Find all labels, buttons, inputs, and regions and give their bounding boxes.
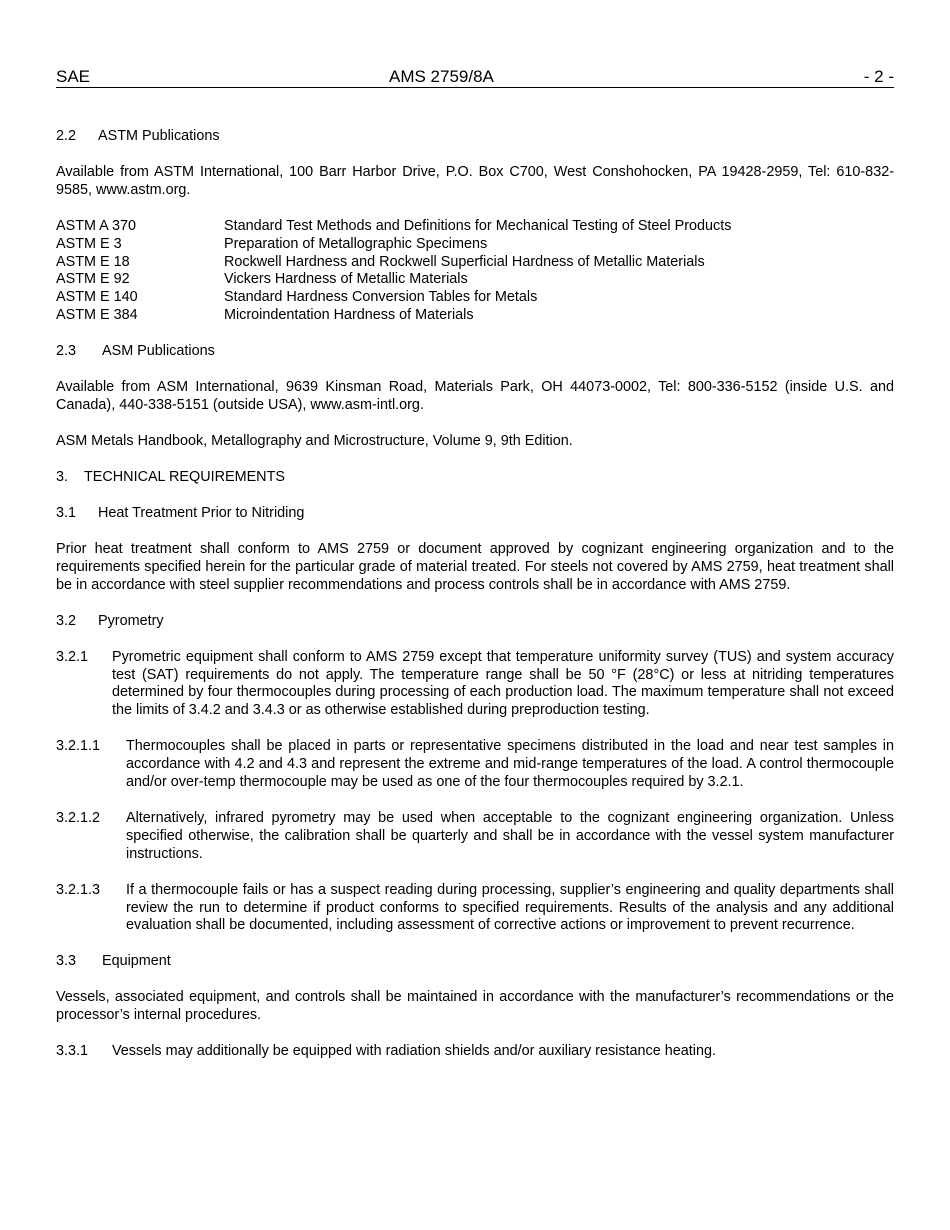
section-heading-3	[56, 469, 894, 487]
section-number: 2.2	[56, 128, 77, 144]
section-title: Heat Treatment Prior to Nitriding	[98, 504, 305, 521]
reference-code: ASTM E 92	[56, 271, 130, 288]
section-heading-3-2	[56, 613, 894, 631]
section-heading-3-3	[56, 953, 894, 971]
section-number: 3.2	[56, 612, 77, 629]
section-number: 3.1	[56, 504, 77, 521]
paragraph-text: If a thermocouple fails or has a suspect reading during processing, supplier’s engineering and quality departments shall review the run to determine if product conforms to specified requirements. Results of the analysis and any additional evaluation shall be documented, including assessment of corrective actions or improvement to prevent recurrence.	[126, 881, 894, 934]
page-header	[56, 66, 894, 88]
section-3-3-text: Vessels, associated equipment, and controls shall be maintained in accordance with the manufacturer’s recommendations or the processor’s internal procedures.	[56, 989, 894, 1024]
paragraph-number: 3.2.1	[56, 648, 89, 665]
reference-row	[56, 289, 894, 307]
header-doc-number: AMS 2759/8A	[389, 67, 494, 86]
paragraph-number: 3.2.1.2	[56, 809, 101, 826]
paragraph-3-2-1-2	[56, 810, 894, 864]
section-title: ASTM Publications	[98, 128, 220, 144]
reference-title: Preparation of Metallographic Specimens	[224, 235, 488, 252]
section-title: ASM Publications	[102, 343, 215, 360]
reference-row	[56, 307, 894, 325]
reference-row	[56, 236, 894, 254]
header-org: SAE	[56, 67, 91, 86]
paragraph-number: 3.3.1	[56, 1043, 89, 1060]
asm-availability: Available from ASM International, 9639 Kinsman Road, Materials Park, OH 44073-0002, Tel: 800-336-5152 (inside U.S. and Canada), 440-338-5151 (outside USA), www.asm-intl.org.	[56, 379, 894, 414]
reference-code: ASTM E 140	[56, 289, 138, 306]
section-heading-2-2	[56, 128, 894, 146]
reference-code: ASTM E 3	[56, 235, 122, 252]
reference-row	[56, 271, 894, 289]
paragraph-3-3-1	[56, 1043, 894, 1061]
reference-row	[56, 254, 894, 272]
reference-title: Standard Hardness Conversion Tables for Metals	[224, 289, 538, 306]
reference-code: ASTM E 384	[56, 307, 138, 324]
paragraph-text: Thermocouples shall be placed in parts or representative specimens distributed in the load and near test samples in accordance with 4.2 and 4.3 and represent the extreme and mid-range temperatures of the load. A control thermocouple and/or over-temp thermocouple may be used as one of the four thermocouples required by 3.2.1.	[126, 738, 894, 791]
reference-code: ASTM E 18	[56, 253, 130, 270]
reference-title: Microindentation Hardness of Materials	[224, 307, 474, 324]
section-title: Equipment	[102, 953, 171, 970]
reference-code: ASTM A 370	[56, 217, 136, 234]
paragraph-number: 3.2.1.3	[56, 881, 101, 898]
reference-title: Rockwell Hardness and Rockwell Superficial Hardness of Metallic Materials	[224, 253, 705, 270]
section-number: 3.3	[56, 953, 77, 970]
document-body	[56, 128, 894, 1061]
paragraph-text: Alternatively, infrared pyrometry may be used when acceptable to the cognizant engineering organization. Unless specified otherwise, the calibration shall be quarterly and shall be in accordance with the vessel system manufacturer instructions.	[126, 809, 894, 862]
paragraph-number: 3.2.1.1	[56, 738, 101, 755]
section-title: TECHNICAL REQUIREMENTS	[84, 468, 285, 485]
reference-title: Standard Test Methods and Definitions for Mechanical Testing of Steel Products	[224, 217, 732, 234]
section-3-1-text: Prior heat treatment shall conform to AMS 2759 or document approved by cognizant engineering organization and to the requirements specified herein for the particular grade of material treated. For steels not covered by AMS 2759, heat treatment shall be in accordance with steel supplier recommendations and process controls shall be in accordance with AMS 2759.	[56, 540, 894, 593]
reference-row	[56, 218, 894, 236]
section-heading-2-3	[56, 343, 894, 361]
astm-reference-list	[56, 218, 894, 325]
section-number: 3.	[56, 468, 69, 485]
section-title: Pyrometry	[98, 612, 164, 629]
paragraph-text: Vessels may additionally be equipped with radiation shields and/or auxiliary resistance heating.	[112, 1043, 716, 1060]
paragraph-3-2-1-1	[56, 738, 894, 792]
section-heading-3-1	[56, 505, 894, 523]
reference-title: Vickers Hardness of Metallic Materials	[224, 271, 468, 288]
header-page-number: - 2 -	[863, 67, 894, 86]
paragraph-3-2-1-3	[56, 882, 894, 936]
asm-reference: ASM Metals Handbook, Metallography and Microstructure, Volume 9, 9th Edition.	[56, 432, 573, 449]
paragraph-3-2-1	[56, 649, 894, 721]
paragraph-text: Pyrometric equipment shall conform to AMS 2759 except that temperature uniformity survey (TUS) and system accuracy test (SAT) requirements do not apply. The temperature range shall be 50 °F (28°C) or less at nitriding temperatures determined by four thermocouples during processing of each production load. The maximum temperature shall not exceed the limits of 3.4.2 and 3.4.3 or as otherwise established during preproduction testing.	[112, 648, 894, 719]
astm-availability: Available from ASTM International, 100 Barr Harbor Drive, P.O. Box C700, West Conshohocken, PA 19428-2959, Tel: 610-832-9585, www.astm.org.	[56, 164, 894, 198]
section-number: 2.3	[56, 343, 77, 360]
